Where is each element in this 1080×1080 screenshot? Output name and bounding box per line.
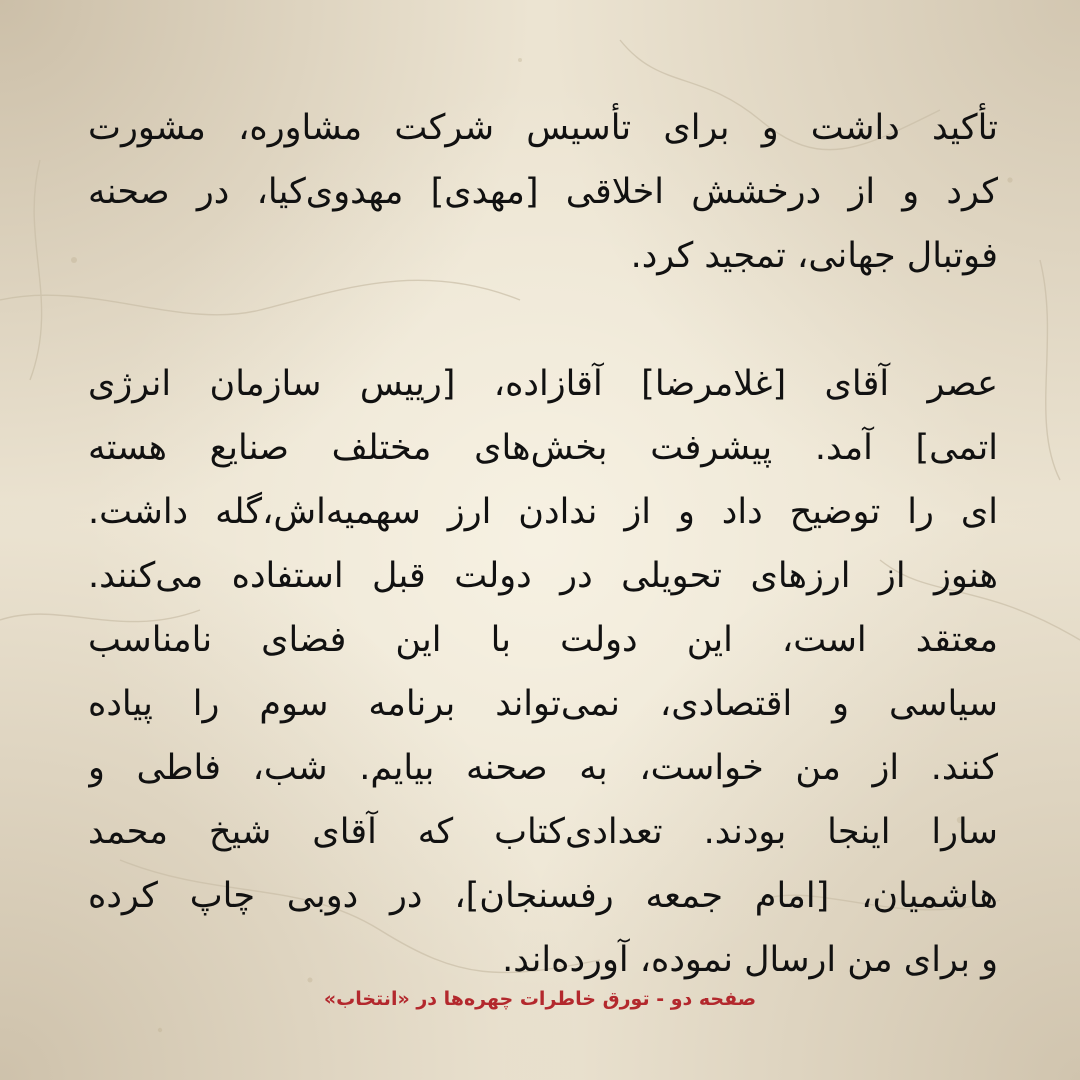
- paragraph-1: [88, 96, 998, 288]
- paragraph-2-line-5: معتقد است، این دولت با این فضای نامناسب: [88, 620, 998, 660]
- paragraph-2-line-3: ای را توضیح داد و از ندادن ارز سهمیه‌اش،گله داشت.: [88, 492, 998, 532]
- page-caption: صفحه دو - تورق خاطرات چهره‌ها در «انتخاب»: [323, 988, 757, 1010]
- paragraph-gap: [88, 288, 998, 352]
- paragraph-1-line-3: فوتبال جهانی، تمجید کرد.: [630, 236, 998, 276]
- paragraph-2-line-2: اتمی] آمد. پیشرفت بخش‌های مختلف صنایع هسته: [88, 428, 998, 468]
- article-body: [88, 96, 998, 992]
- paragraph-2-line-4: هنوز از ارزهای تحویلی در دولت قبل استفاده می‌کنند.: [88, 556, 998, 596]
- paragraph-2-line-10: و برای من ارسال نموده، آورده‌اند.: [502, 940, 998, 980]
- paragraph-1-line-2: کرد و از درخشش اخلاقی [مهدی] مهدوی‌کیا، در صحنه: [88, 172, 998, 212]
- paragraph-2-line-1: عصر آقای [غلامرضا] آقازاده، [رییس سازمان انرژی: [88, 364, 998, 404]
- paragraph-2-line-8: سارا اینجا بودند. تعدادی‌کتاب که آقای شیخ محمد: [88, 812, 998, 852]
- paragraph-2-line-6: سیاسی و اقتصادی، نمی‌تواند برنامه سوم را پیاده: [88, 684, 998, 724]
- paragraph-2-line-9: هاشمیان، [امام جمعه رفسنجان]، در دوبی چاپ کرده: [88, 876, 998, 916]
- paragraph-1-line-1: تأکید داشت و برای تأسیس شرکت مشاوره، مشورت: [88, 108, 998, 148]
- paragraph-2-line-7: کنند. از من خواست، به صحنه بیایم. شب، فاطی و: [88, 748, 998, 788]
- paragraph-2: [88, 352, 998, 992]
